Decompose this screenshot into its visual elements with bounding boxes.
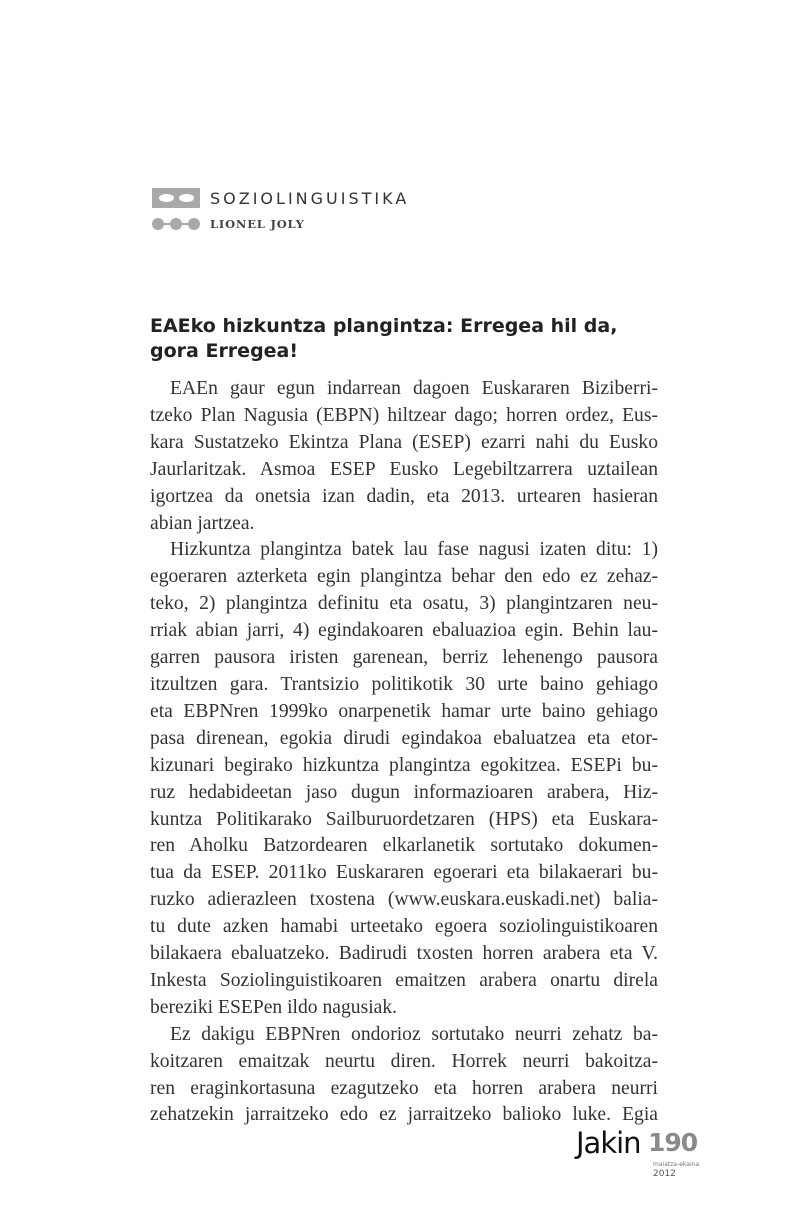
text-line: Ez dakigu EBPNren ondorioz sortutako neurri zehatz ba-	[170, 1023, 658, 1045]
issue-number: 190	[648, 1128, 698, 1157]
three-dots-icon	[152, 217, 200, 231]
text-line: tu dute azken hamabi urteetako egoera soziolinguistikoaren	[150, 916, 658, 938]
text-line: rriak abian jarri, 4) egindakoaren ebaluazioa egin. Behin lau-	[150, 620, 658, 642]
text-line: kara Sustatzeko Ekintza Plana (ESEP) ezarri nahi du Eusko	[150, 431, 658, 453]
text-line: Inkesta Soziolinguistikoaren emaitzen arabera onartu direla	[150, 969, 658, 991]
dot	[170, 218, 182, 230]
dot	[188, 218, 200, 230]
text-line: abian jartzea.	[150, 512, 255, 534]
text-line: ren eraginkortasuna ezagutzeko eta horren arabera neurri	[150, 1077, 658, 1099]
text-line: Jaurlaritzak. Asmoa ESEP Eusko Legebiltzarrera uztailean	[150, 458, 658, 480]
text-line: kizunari begirako hizkuntza plangintza egokitzea. ESEPi bu-	[150, 754, 658, 776]
text-line: eta EBPNren 1999ko onarpenetik hamar urte baino gehiago	[150, 700, 658, 722]
text-line: bilakaera ebaluatzeko. Badirudi txosten horren arabera eta V.	[150, 943, 658, 965]
text-line: EAEn gaur egun indarrean dagoen Euskararen Biziberri-	[170, 378, 658, 399]
section-row	[152, 187, 409, 209]
mask-eye-left	[159, 194, 174, 202]
text-line: igortzea da onetsia izan dadin, eta 2013. urtearen hasieran	[150, 485, 658, 507]
text-line: Hizkuntza plangintza batek lau fase nagusi izaten ditu: 1)	[170, 539, 658, 561]
article-body	[150, 376, 658, 1129]
text-line: koitzaren emaitzak neurtu diren. Horrek neurri bakoitza-	[150, 1050, 658, 1072]
section-title: SOZIOLINGUISTIKA	[210, 188, 410, 208]
issue-year: 2012	[653, 1169, 676, 1179]
text-line: ruzko adierazleen txostena (www.euskara.euskadi.net) balia-	[150, 889, 658, 911]
paragraph	[150, 537, 658, 1021]
issue-period: maiatza-ekaina	[653, 1161, 700, 1168]
paragraph	[150, 376, 658, 537]
text-line: itzultzen gara. Trantsizio politikotik 30 urte baino gehiago	[150, 673, 658, 695]
text-line: kuntza Politikarako Sailburuordetzaren (HPS) eta Euskara-	[150, 808, 658, 830]
text-line: bereziki ESEPen ildo nagusiak.	[150, 996, 398, 1018]
text-line: teko, 2) plangintza definitu eta osatu, 3) plangintzaren neu-	[150, 593, 658, 615]
text-line: egoeraren azterketa egin plangintza behar den edo ez zehaz-	[150, 566, 658, 588]
author-name: LIONEL JOLY	[210, 217, 305, 231]
text-line: ruz hedabideetan jaso dugun informazioaren arabera, Hiz-	[150, 781, 658, 803]
text-line: garren pausora iristen garenean, berriz lehenengo pausora	[150, 647, 658, 669]
mask-eye-right	[179, 194, 194, 202]
text-line: zehatzekin jarraitzeko edo ez jarraitzeko balioko luke. Egia	[150, 1104, 658, 1126]
dot	[152, 218, 164, 230]
author-row	[152, 214, 409, 234]
logo-word: Jakin	[576, 1126, 641, 1160]
journal-logo	[576, 1126, 706, 1182]
section-header	[152, 187, 409, 234]
paragraph	[150, 1022, 658, 1130]
text-line: pasa direnean, egokia dirudi egindakoa ebaluatzea eta etor-	[150, 727, 658, 749]
text-line: tzeko Plan Nagusia (EBPN) hiltzear dago; horren ordez, Eus-	[150, 404, 658, 426]
text-line: tua da ESEP. 2011ko Euskararen egoerari eta bilakaerari bu-	[150, 862, 658, 884]
article-title: EAEko hizkuntza plangintza: Erregea hil da, gora Erregea!	[150, 315, 618, 362]
text-line: ren Aholku Batzordearen elkarlanetik sortutako dokumen-	[150, 835, 658, 857]
mask-icon	[152, 188, 200, 208]
